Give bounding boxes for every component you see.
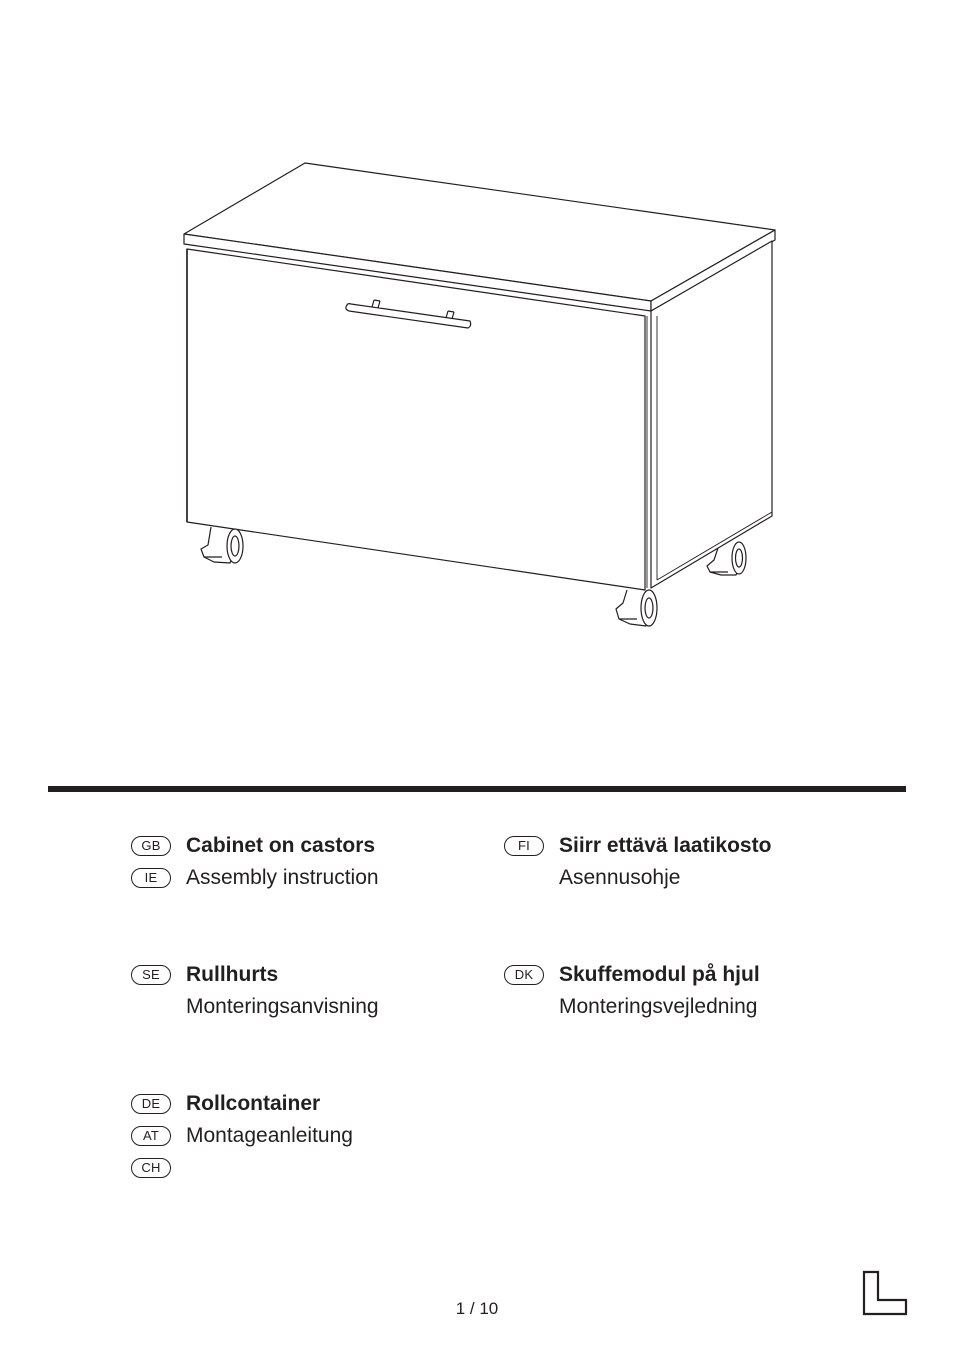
- language-row: [131, 831, 491, 863]
- language-badge: GB: [131, 836, 171, 856]
- castor-front-left: [201, 527, 243, 563]
- product-title: Cabinet on castors: [186, 834, 376, 857]
- language-row: [131, 992, 491, 1024]
- language-badge: AT: [131, 1126, 171, 1146]
- language-block-dk: [504, 960, 864, 1024]
- language-badge: DE: [131, 1094, 171, 1114]
- instruction-subtitle: Monteringsvejledning: [559, 995, 758, 1018]
- language-badge: DK: [504, 965, 544, 985]
- instruction-subtitle: Assembly instruction: [186, 866, 379, 889]
- language-block-gb-ie: [131, 831, 491, 895]
- language-row: [504, 992, 864, 1024]
- product-title: Siirr ettävä laatikosto: [559, 834, 772, 857]
- language-row: [131, 1153, 491, 1185]
- instruction-subtitle: Asennusohje: [559, 866, 681, 889]
- language-row: [131, 1121, 491, 1153]
- castor-front-right: [616, 590, 657, 626]
- section-divider: [48, 786, 906, 792]
- language-row: [504, 960, 864, 992]
- product-title: Rollcontainer: [186, 1092, 321, 1115]
- language-row: [504, 831, 864, 863]
- language-badge: SE: [131, 965, 171, 985]
- product-title: Rullhurts: [186, 963, 279, 986]
- language-badge: IE: [131, 868, 171, 888]
- language-row: [131, 960, 491, 992]
- instruction-subtitle: Monteringsanvisning: [186, 995, 379, 1018]
- language-block-se: [131, 960, 491, 1024]
- language-row: [131, 863, 491, 895]
- language-badge: CH: [131, 1158, 171, 1178]
- language-block-fi: [504, 831, 864, 895]
- instruction-subtitle: Montageanleitung: [186, 1124, 353, 1147]
- language-row: [504, 863, 864, 895]
- product-title: Skuffemodul på hjul: [559, 963, 760, 986]
- page-number: 1 / 10: [455, 1299, 499, 1318]
- language-badge: FI: [504, 836, 544, 856]
- language-block-de-at-ch: [131, 1089, 491, 1185]
- language-row: [131, 1089, 491, 1121]
- brand-logo-icon: [862, 1270, 908, 1316]
